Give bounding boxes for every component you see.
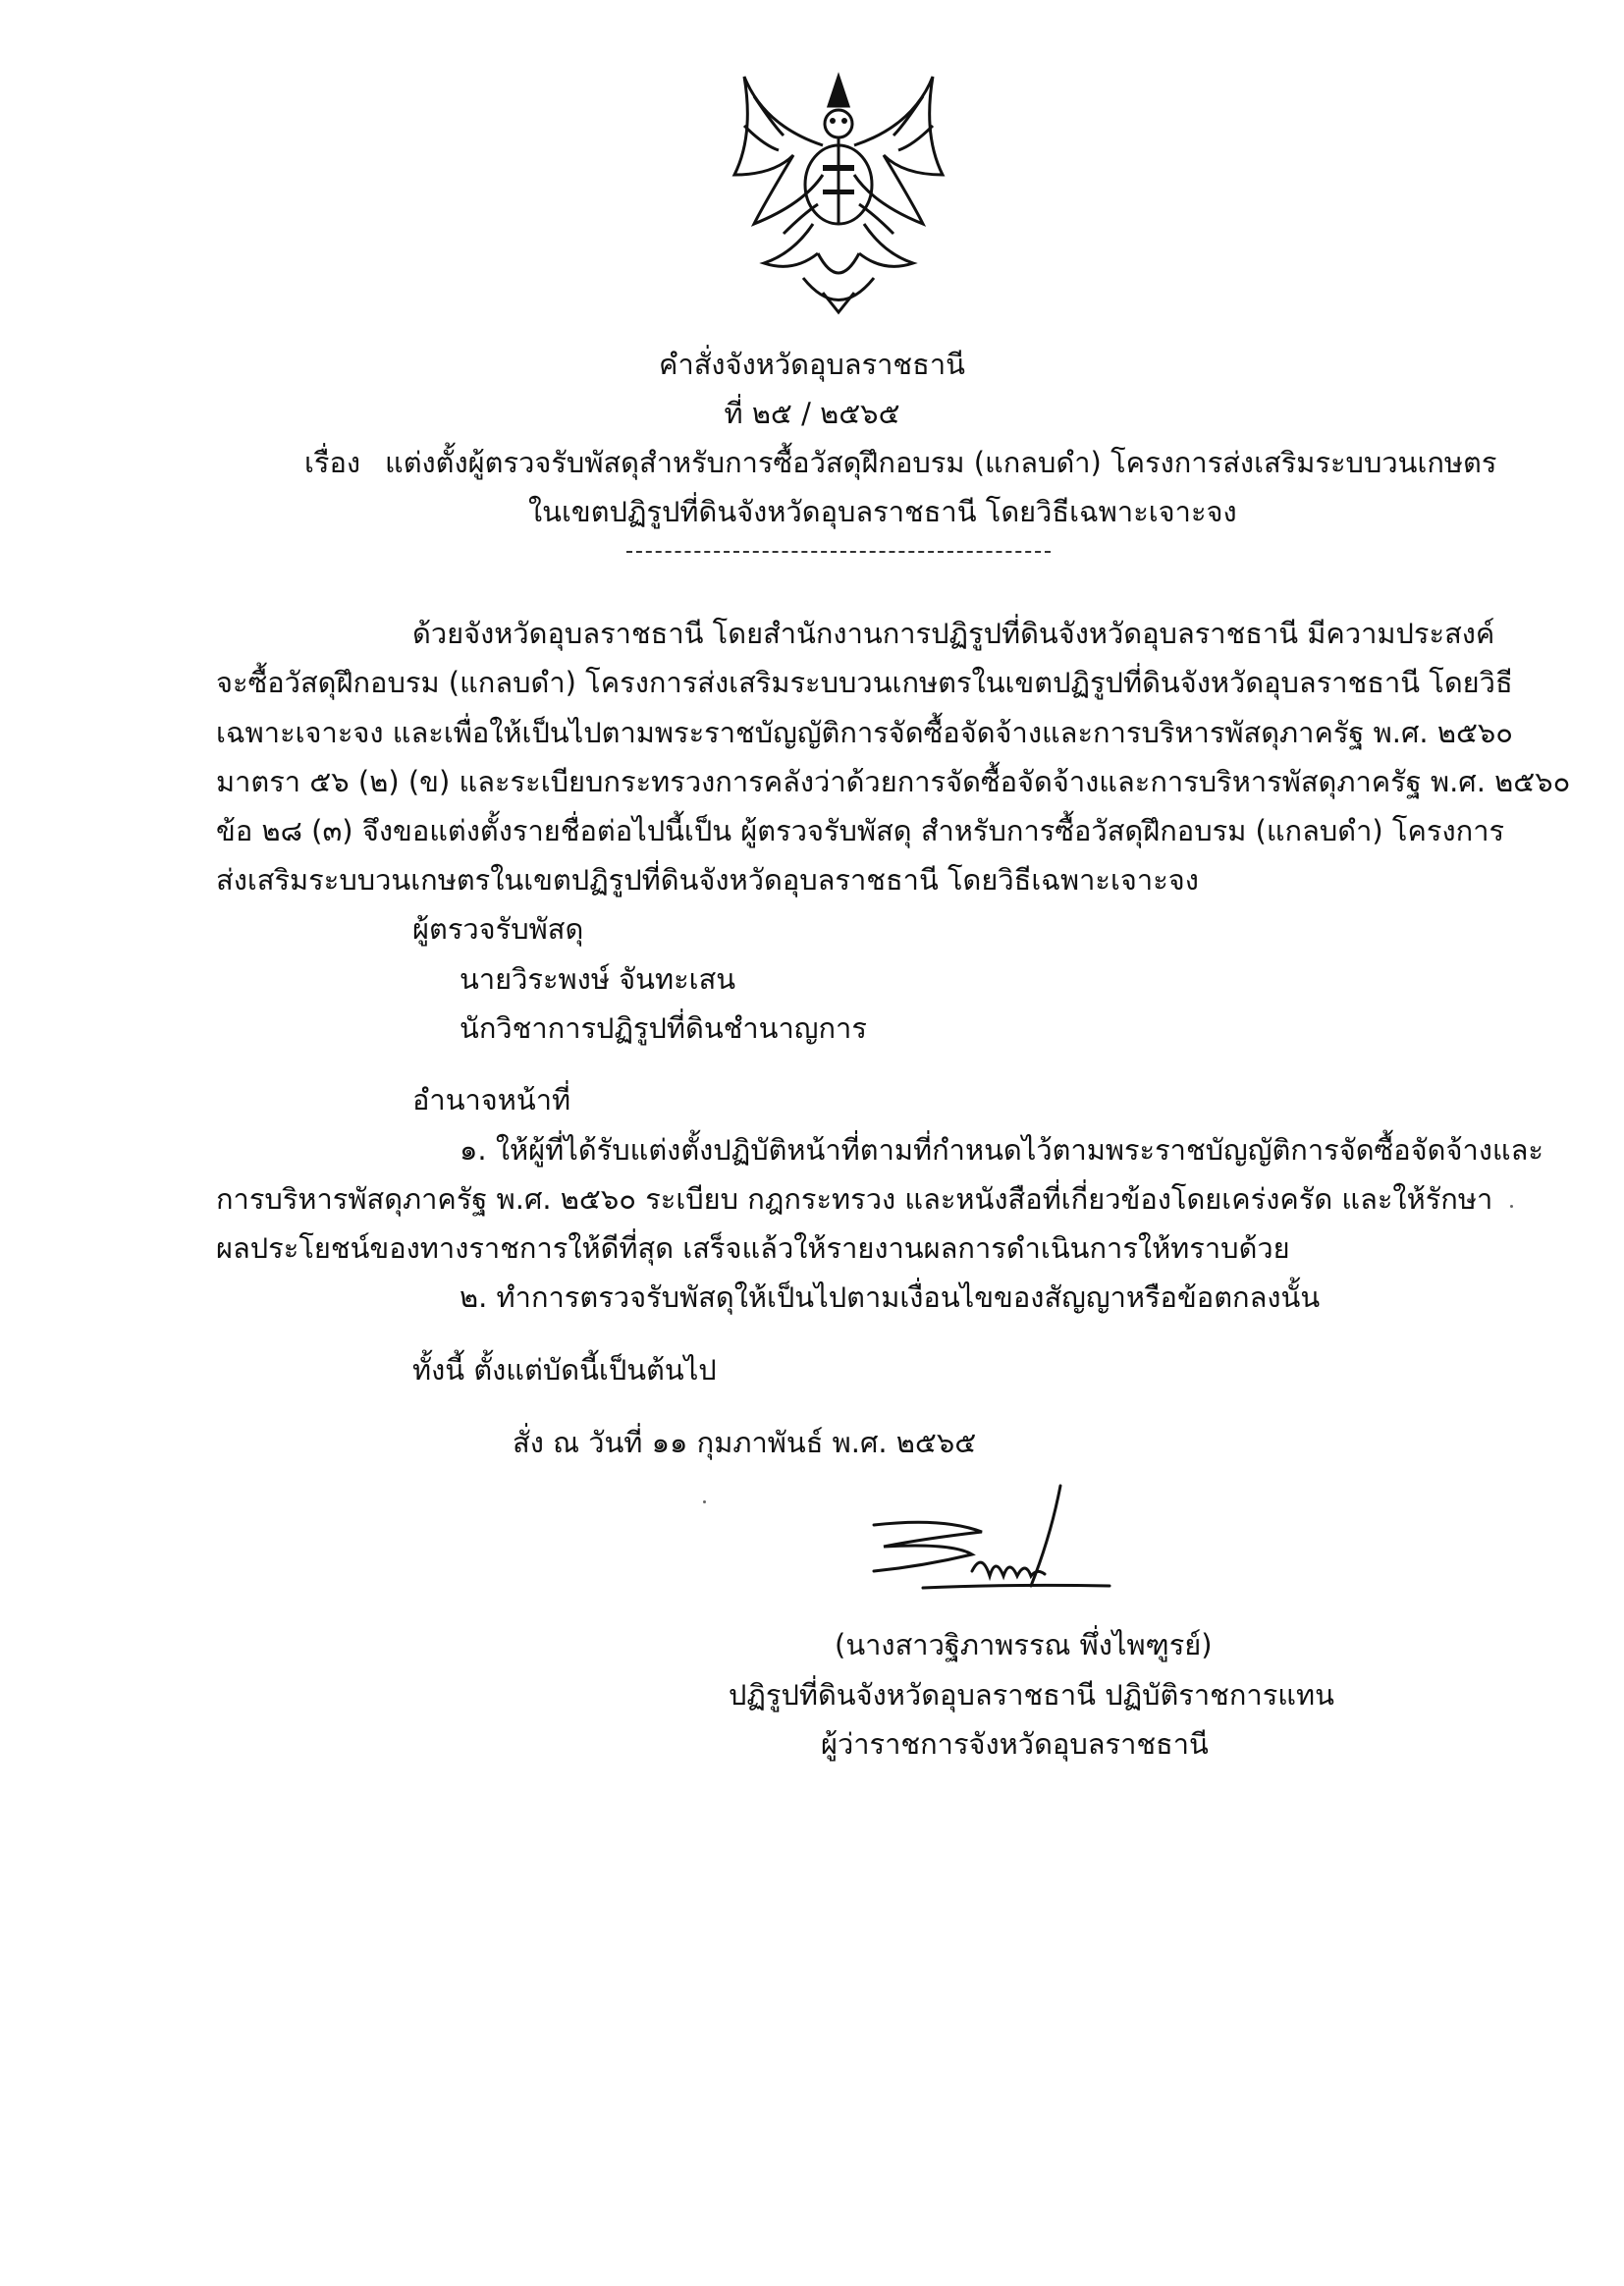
order-date: สั่ง ณ วันที่ ๑๑ กุมภาพันธ์ พ.ศ. ๒๕๖๕ (513, 1426, 977, 1459)
signer-role: ผู้ว่าราชการจังหวัดอุบลราชธานี (821, 1727, 1209, 1761)
scan-speck (1510, 1205, 1513, 1208)
signature-image (864, 1478, 1119, 1615)
paragraph-line: จะซื้อวัสดุฝึกอบรม (แกลบดำ) โครงการส่งเสริมระบบวนเกษตรในเขตปฏิรูปที่ดินจังหวัดอุบลราชธานี โดยวิธี (216, 666, 1513, 699)
inspector-position: นักวิชาการปฏิรูปที่ดินชำนาญการ (460, 1011, 867, 1045)
inspector-heading: ผู้ตรวจรับพัสดุ (412, 912, 584, 946)
duty-1-line: การบริหารพัสดุภาครัฐ พ.ศ. ๒๕๖๐ ระเบียบ กฎกระทรวง และหนังสือที่เกี่ยวข้องโดยเคร่งครัด และให้รักษา (216, 1182, 1493, 1216)
signer-name: (นางสาวฐิภาพรรณ พึ่งไพฑูรย์) (835, 1628, 1213, 1661)
duties-heading: อำนาจหน้าที่ (412, 1083, 571, 1116)
duty-2: ๒. ทำการตรวจรับพัสดุให้เป็นไปตามเงื่อนไขของสัญญาหรือข้อตกลงนั้น (460, 1280, 1321, 1314)
subject-line-1: แต่งตั้งผู้ตรวจรับพัสดุสำหรับการซื้อวัสดุฝึกอบรม (แกลบดำ) โครงการส่งเสริมระบบวนเกษตร (385, 446, 1497, 479)
paragraph-line: มาตรา ๕๖ (๒) (ข) และระเบียบกระทรวงการคลังว่าด้วยการจัดซื้อจัดจ้างและการบริหารพัสดุภาครัฐ พ.ศ. ๒๕๖๐ (216, 765, 1571, 798)
order-title: คำสั่งจังหวัดอุบลราชธานี (659, 348, 965, 381)
inspector-name: นายวิระพงษ์ จันทะเสน (460, 962, 736, 996)
effective-statement: ทั้งนี้ ตั้งแต่บัดนี้เป็นต้นไป (412, 1353, 717, 1387)
subject-line-2: ในเขตปฏิรูปที่ดินจังหวัดอุบลราชธานี โดยวิธีเฉพาะเจาะจง (528, 495, 1237, 528)
subject-label: เรื่อง (304, 446, 361, 479)
signer-title: ปฏิรูปที่ดินจังหวัดอุบลราชธานี ปฏิบัติราชการแทน (729, 1678, 1334, 1712)
header-divider (626, 551, 1051, 553)
scan-speck (703, 1500, 706, 1503)
paragraph-line: ข้อ ๒๘ (๓) จึงขอแต่งตั้งรายชื่อต่อไปนี้เป็น ผู้ตรวจรับพัสดุ สำหรับการซื้อวัสดุฝึกอบรม (แกลบดำ) โครงการ (216, 814, 1505, 847)
order-number: ที่ ๒๕ / ๒๕๖๕ (724, 397, 900, 430)
paragraph-line: ส่งเสริมระบบวนเกษตรในเขตปฏิรูปที่ดินจังหวัดอุบลราชธานี โดยวิธีเฉพาะเจาะจง (216, 863, 1199, 897)
paragraph-line: ด้วยจังหวัดอุบลราชธานี โดยสำนักงานการปฏิรูปที่ดินจังหวัดอุบลราชธานี มีความประสงค์ (412, 617, 1495, 650)
paragraph-line: เฉพาะเจาะจง และเพื่อให้เป็นไปตามพระราชบัญญัติการจัดซื้อจัดจ้างและการบริหารพัสดุภาครัฐ พ.ศ. ๒๕๖๐ (216, 716, 1514, 749)
duty-1-line: ผลประโยชน์ของทางราชการให้ดีที่สุด เสร็จแล้วให้รายงานผลการดำเนินการให้ทราบด้วย (216, 1231, 1290, 1265)
duty-1-line: ๑. ให้ผู้ที่ได้รับแต่งตั้งปฏิบัติหน้าที่ตามที่กำหนดไว้ตามพระราชบัญญัติการจัดซื้อจัดจ้างและ (460, 1133, 1543, 1167)
garuda-emblem-icon (725, 67, 952, 324)
